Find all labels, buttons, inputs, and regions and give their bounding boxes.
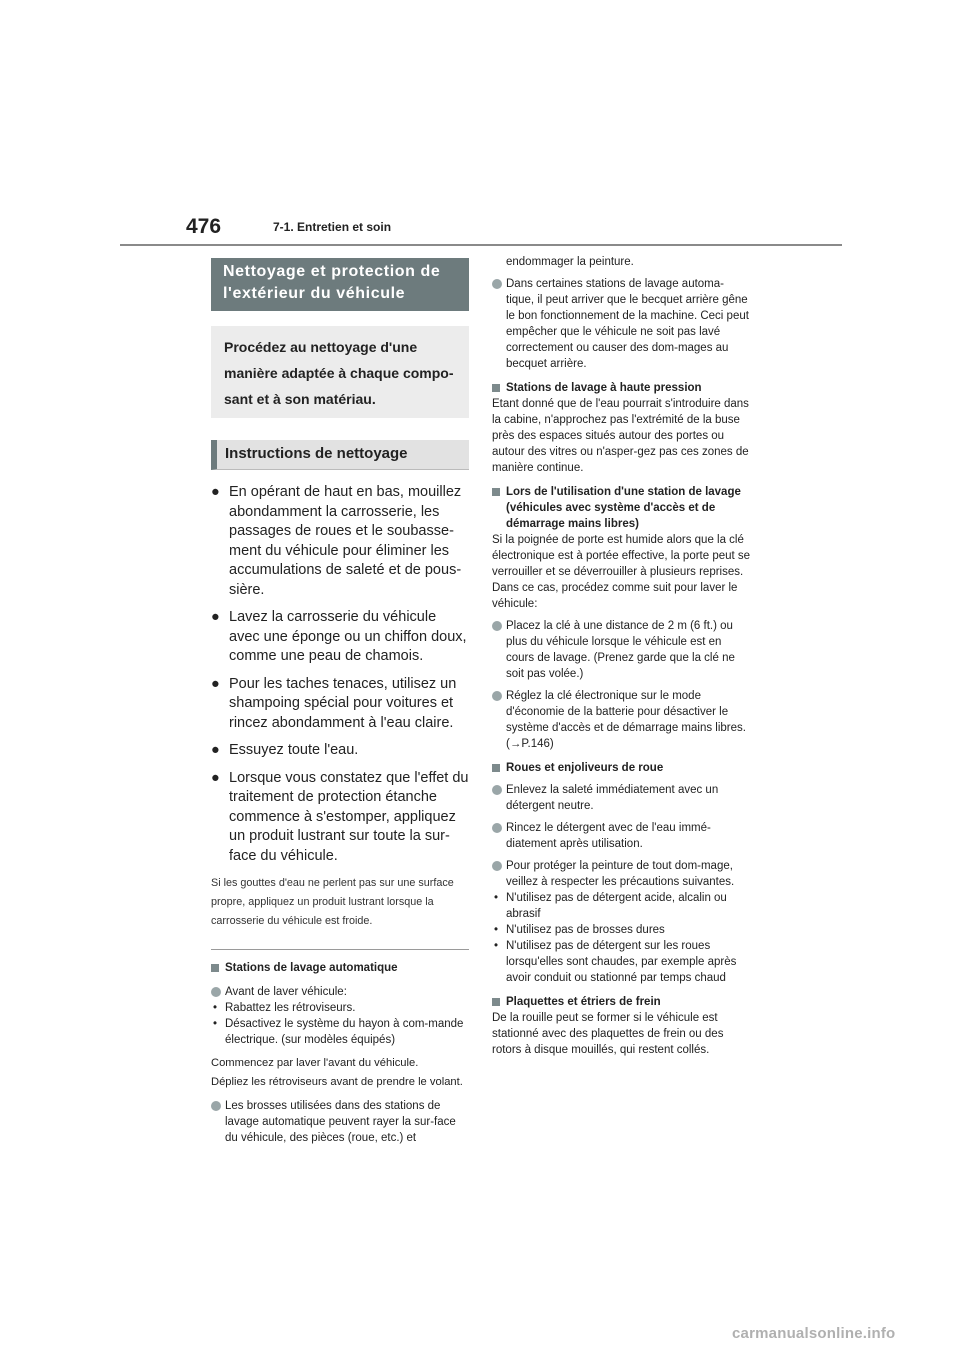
- sub-list-item: • N'utilisez pas de détergent acide, alcalin ou abrasif: [494, 892, 727, 920]
- subheading-cleaning: Instructions de nettoyage: [211, 440, 469, 470]
- section-title: 7-1. Entretien et soin: [273, 220, 392, 234]
- dot-bullet-icon: •: [494, 924, 499, 936]
- bullet-icon: ●: [211, 769, 220, 786]
- bullet-icon: ●: [211, 675, 220, 692]
- bullet-icon: ●: [211, 742, 220, 758]
- sub-list-item: • N'utilisez pas de détergent sur les roues lorsqu'elles sont chaudes, par exemple après avoir conduit ou stationné par temps chaud: [494, 940, 737, 984]
- list-item: Enlevez la saleté immédiatement avec un détergent neutre.: [492, 782, 752, 814]
- list-item: Les brosses utilisées dans des stations de lavage automatique peuvent rayer la sur-face du véhicule, des pièces (roue, etc.) et: [211, 1098, 469, 1146]
- bullet-icon: ●: [211, 484, 220, 500]
- bullet-item: ● Essuyez toute l'eau.: [211, 741, 469, 761]
- square-bullet-icon: [492, 764, 500, 772]
- waxing-note: Si les gouttes d'eau ne perlent pas sur une surface propre, appliquez un produit lustrant lorsque la carrosserie du véhicule est froide.: [211, 877, 454, 927]
- left-column: [211, 258, 469, 1146]
- dot-bullet-icon: •: [494, 892, 499, 904]
- square-bullet-icon: [492, 998, 500, 1006]
- right-column: [492, 254, 752, 1058]
- paragraph: Si la poignée de porte est humide alors que la clé électronique est à portée effective, la porte peut se verrouiller et se déverrouiller à plusieurs reprises. Dans ce cas, procédez comme suit pour laver le véhicule:: [492, 534, 751, 610]
- bullet-item: ● Pour les taches tenaces, utilisez un shampoing spécial pour voitures et rincez abondamment à l'eau claire.: [211, 675, 457, 731]
- circle-bullet-icon: [492, 785, 502, 795]
- sub-list-item: • Désactivez le système du hayon à com-mande électrique. (sur modèles équipés): [213, 1018, 464, 1046]
- section-divider: [211, 949, 469, 950]
- dot-bullet-icon: •: [494, 940, 499, 952]
- list-item-continued: endommager la peinture.: [506, 256, 634, 268]
- header-rule: [120, 244, 842, 246]
- circle-bullet-icon: [492, 823, 502, 833]
- paragraph: Commencez par laver l'avant du véhicule.: [211, 1057, 419, 1069]
- bullet-item: ● Lorsque vous constatez que l'effet du traitement de protection étanche commence à s'estomper, appliquez un produit lustrant sur toute la sur-face du véhicule.: [211, 769, 469, 864]
- intro-box: Procédez au nettoyage d'une manière adaptée à chaque compo-sant et à son matériau.: [211, 326, 469, 418]
- dot-bullet-icon: •: [213, 1018, 218, 1030]
- watermark: carmanualsonline.info: [732, 1325, 896, 1342]
- list-item: Dans certaines stations de lavage automa-tique, il peut arriver que le becquet arrière gêne le bon fonctionnement de la machine. Ceci peut empêcher que le véhicule ne soit pas lavé correctement ou causer des dom-mages au becquet arrière.: [492, 276, 752, 372]
- dot-bullet-icon: •: [213, 1002, 218, 1014]
- paragraph: Etant donné que de l'eau pourrait s'introduire dans la cabine, n'approchez pas l'extrémité de la buse près des espaces situés autour des portes ou autour des vitres ou n'asper-gez pas ces zones de manière continue.: [492, 398, 749, 474]
- auto-wash-heading: Stations de lavage automatique: [211, 960, 469, 976]
- high-pressure-heading: Stations de lavage à haute pression: [492, 380, 752, 396]
- paragraph: De la rouille peut se former si le véhicule est stationné avec des plaquettes de frein ou des rotors à disque mouillés, qui restent collés.: [492, 1012, 724, 1056]
- list-item: Avant de laver véhicule:: [211, 984, 469, 1000]
- page-number: 476: [186, 215, 222, 238]
- circle-bullet-icon: [492, 861, 502, 871]
- circle-bullet-icon: [211, 987, 221, 997]
- brakes-heading: Plaquettes et étriers de frein: [492, 994, 752, 1010]
- list-item: Réglez la clé électronique sur le mode d'économie de la batterie pour désactiver le système d'accès et de démarrage mains libres. (→P.146): [492, 688, 752, 752]
- paragraph: Dépliez les rétroviseurs avant de prendre le volant.: [211, 1076, 463, 1088]
- cleaning-bullets: [211, 483, 469, 866]
- list-item: Placez la clé à une distance de 2 m (6 ft.) ou plus du véhicule lorsque le véhicule est en cours de lavage. (Prenez garde que la clé ne soit pas volée.): [492, 618, 752, 682]
- wheels-heading: Roues et enjoliveurs de roue: [492, 760, 752, 776]
- smart-access-heading: Lors de l'utilisation d'une station de lavage (véhicules avec système d'accès et de démarrage mains libres): [492, 484, 752, 532]
- bullet-icon: ●: [211, 609, 220, 625]
- square-bullet-icon: [492, 488, 500, 496]
- circle-bullet-icon: [211, 1101, 221, 1111]
- circle-bullet-icon: [492, 621, 502, 631]
- sub-list-item: • Rabattez les rétroviseurs.: [213, 1002, 356, 1014]
- list-item: Rincez le détergent avec de l'eau immé-diatement après utilisation.: [492, 820, 752, 852]
- bullet-item: ● En opérant de haut en bas, mouillez abondamment la carrosserie, les passages de roues et le soubasse-ment du véhicule pour éliminer les accumulations de saleté et de pous-sière.: [211, 484, 462, 598]
- bullet-item: ● Lavez la carrosserie du véhicule avec une éponge ou un chiffon doux, comme une peau de chamois.: [211, 609, 467, 664]
- square-bullet-icon: [211, 964, 219, 972]
- circle-bullet-icon: [492, 279, 502, 289]
- main-heading: Nettoyage et protection de l'extérieur du véhicule: [211, 258, 469, 311]
- square-bullet-icon: [492, 384, 500, 392]
- circle-bullet-icon: [492, 691, 502, 701]
- sub-list-item: • N'utilisez pas de brosses dures: [494, 924, 665, 936]
- list-item: Pour protéger la peinture de tout dom-mage, veillez à respecter les précautions suivantes.: [492, 858, 752, 890]
